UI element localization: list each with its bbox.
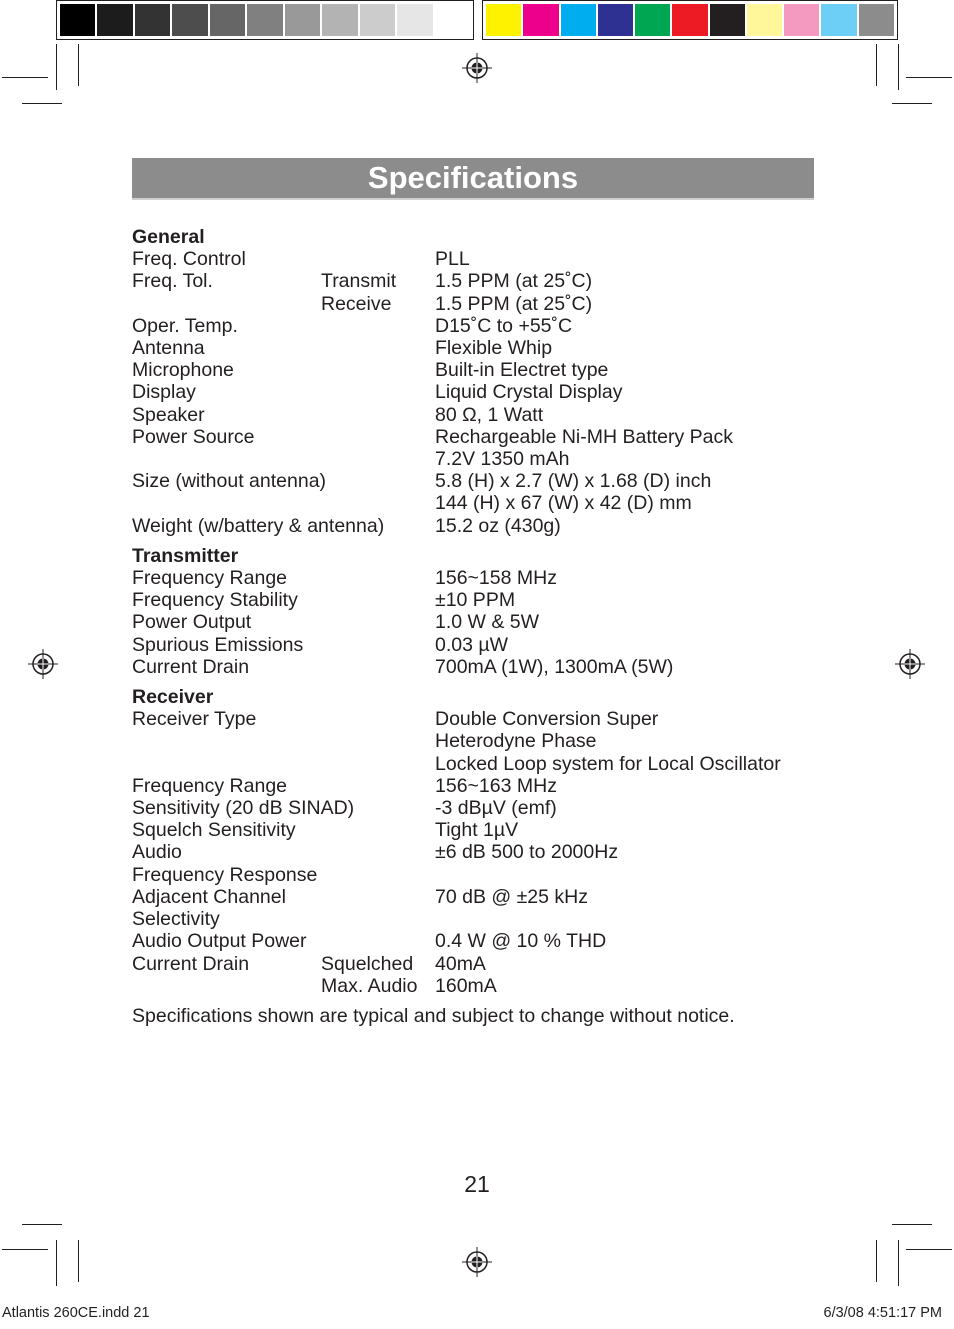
spec-value: 15.2 oz (430g) — [435, 514, 561, 537]
spec-row — [132, 864, 832, 886]
spec-row — [132, 930, 832, 952]
footer-file-info: Atlantis 260CE.indd 21 — [2, 1305, 150, 1321]
spec-label: Oper. Temp. — [132, 314, 238, 337]
section-heading: General — [132, 226, 205, 248]
spec-label: Spurious Emissions — [132, 633, 304, 656]
spec-value: -3 dBµV (emf) — [435, 797, 557, 820]
spec-value: 1.5 PPM (at 25˚C) — [435, 292, 593, 315]
spec-row — [132, 886, 832, 908]
spec-label: Speaker — [132, 403, 205, 426]
spec-label: Frequency Stability — [132, 589, 298, 612]
color-swatch — [172, 4, 207, 36]
spec-value: 1.5 PPM (at 25˚C) — [435, 270, 593, 293]
color-swatch — [859, 4, 894, 36]
spec-value: Double Conversion Super — [435, 708, 659, 731]
color-swatch — [210, 4, 245, 36]
color-swatch — [135, 4, 170, 36]
spec-label: Power Output — [132, 611, 252, 634]
spec-row — [132, 492, 832, 514]
spec-label: Adjacent Channel — [132, 885, 286, 908]
spec-value: 5.8 (H) x 2.7 (W) x 1.68 (D) inch — [435, 470, 712, 493]
spec-row — [132, 426, 832, 448]
color-swatch — [747, 4, 782, 36]
spec-value: Heterodyne Phase — [435, 730, 597, 753]
spec-row — [132, 381, 832, 403]
spec-row — [132, 293, 832, 315]
spec-row — [132, 841, 832, 863]
spec-value: ±10 PPM — [435, 589, 516, 612]
spec-label: Frequency Range — [132, 774, 288, 797]
spec-label — [132, 730, 435, 752]
spec-value: Rechargeable Ni-MH Battery Pack — [435, 425, 734, 448]
spec-value: 144 (H) x 67 (W) x 42 (D) mm — [435, 492, 692, 515]
spec-section-receiver — [132, 686, 832, 997]
spec-label: Frequency Range — [132, 567, 288, 590]
color-swatch — [672, 4, 707, 36]
color-swatch — [285, 4, 320, 36]
color-swatch — [60, 4, 95, 36]
spec-row — [132, 730, 832, 752]
color-swatch — [247, 4, 282, 36]
spec-label: Freq. Tol. — [132, 270, 213, 293]
color-swatch — [397, 4, 432, 36]
spec-label: Receiver Type — [132, 708, 257, 731]
color-calibration-bar — [482, 0, 898, 40]
spec-value: 156~158 MHz — [435, 567, 557, 590]
color-swatch — [486, 4, 521, 36]
spec-value: PLL — [435, 248, 470, 271]
page-title: Specifications — [367, 160, 579, 195]
color-swatch — [360, 4, 395, 36]
spec-label: Current Drain — [132, 655, 250, 678]
spec-value: 40mA — [435, 952, 486, 975]
spec-row — [132, 819, 832, 841]
spec-row — [132, 775, 832, 797]
spec-label: Audio Output Power — [132, 930, 307, 953]
title-banner — [132, 158, 814, 200]
spec-value: Locked Loop system for Local Oscillator — [435, 752, 781, 775]
registration-mark-icon — [895, 649, 925, 679]
spec-row — [132, 248, 832, 270]
color-swatch — [322, 4, 357, 36]
spec-section-general — [132, 226, 832, 537]
spec-label — [132, 753, 435, 775]
spec-value: Liquid Crystal Display — [435, 381, 623, 404]
color-swatch — [821, 4, 856, 36]
spec-label: Selectivity — [132, 908, 220, 931]
spec-label: Audio — [132, 841, 182, 864]
spec-value: Tight 1µV — [435, 819, 519, 842]
spec-row — [132, 337, 832, 359]
spec-value: 70 dB @ ±25 kHz — [435, 885, 588, 908]
spec-label: Current Drain — [132, 952, 250, 975]
spec-label: Squelch Sensitivity — [132, 819, 296, 842]
spec-label: Freq. Control — [132, 248, 246, 271]
spec-label: Antenna — [132, 337, 205, 360]
spec-label — [132, 975, 321, 997]
specifications-list — [132, 226, 832, 1027]
spec-row — [132, 315, 832, 337]
registration-mark-icon — [28, 649, 58, 679]
spec-row — [132, 404, 832, 426]
spec-section-transmitter — [132, 545, 832, 678]
spec-row — [132, 567, 832, 589]
spec-label: Size (without antenna) — [132, 470, 327, 493]
spec-row — [132, 908, 832, 930]
spec-value: 700mA (1W), 1300mA (5W) — [435, 655, 674, 678]
color-swatch — [97, 4, 132, 36]
spec-value: 160mA — [435, 974, 497, 997]
footer-timestamp: 6/3/08 4:51:17 PM — [823, 1305, 942, 1321]
page-number: 21 — [464, 1171, 490, 1197]
color-swatch — [710, 4, 745, 36]
color-swatch — [784, 4, 819, 36]
spec-label — [132, 293, 321, 315]
spec-value: D15˚C to +55˚C — [435, 314, 573, 337]
spec-row — [132, 470, 832, 492]
registration-mark-icon — [462, 53, 492, 83]
spec-row — [132, 589, 832, 611]
spec-sublabel: Squelched — [321, 952, 414, 975]
spec-row — [132, 270, 832, 292]
spec-label: Weight (w/battery & antenna) — [132, 514, 385, 537]
color-swatch — [635, 4, 670, 36]
color-swatch — [523, 4, 558, 36]
color-swatch — [561, 4, 596, 36]
spec-label: Microphone — [132, 359, 234, 382]
spec-sublabel: Receive — [321, 292, 392, 315]
spec-row — [132, 975, 832, 997]
color-swatch — [598, 4, 633, 36]
grayscale-calibration-bar — [56, 0, 474, 40]
spec-row — [132, 708, 832, 730]
spec-label — [132, 492, 435, 514]
spec-value: 156~163 MHz — [435, 774, 557, 797]
spec-value: Flexible Whip — [435, 337, 553, 360]
spec-value: 0.4 W @ 10 % THD — [435, 930, 607, 953]
spec-row — [132, 634, 832, 656]
spec-value: 0.03 µW — [435, 633, 509, 656]
spec-row — [132, 797, 832, 819]
spec-sublabel: Transmit — [321, 270, 397, 293]
spec-label: Frequency Response — [132, 863, 318, 886]
spec-row — [132, 515, 832, 537]
spec-label — [132, 448, 435, 470]
spec-row — [132, 448, 832, 470]
spec-value: 80 Ω, 1 Watt — [435, 403, 544, 426]
section-heading: Receiver — [132, 686, 214, 709]
spec-sublabel: Max. Audio — [321, 974, 418, 997]
spec-row — [132, 656, 832, 678]
spec-label: Display — [132, 381, 196, 404]
spec-value: 1.0 W & 5W — [435, 611, 540, 634]
spec-value: 7.2V 1350 mAh — [435, 448, 570, 471]
registration-mark-icon — [462, 1247, 492, 1277]
spec-row — [132, 953, 832, 975]
spec-label: Power Source — [132, 425, 255, 448]
spec-row — [132, 753, 832, 775]
spec-label: Sensitivity (20 dB SINAD) — [132, 797, 355, 820]
spec-row — [132, 359, 832, 381]
spec-value: ±6 dB 500 to 2000Hz — [435, 841, 619, 864]
disclaimer-note: Specifications shown are typical and subject to change without notice. — [132, 1004, 735, 1027]
section-heading: Transmitter — [132, 544, 239, 567]
spec-value: Built-in Electret type — [435, 359, 609, 382]
spec-row — [132, 611, 832, 633]
color-swatch — [435, 4, 470, 36]
